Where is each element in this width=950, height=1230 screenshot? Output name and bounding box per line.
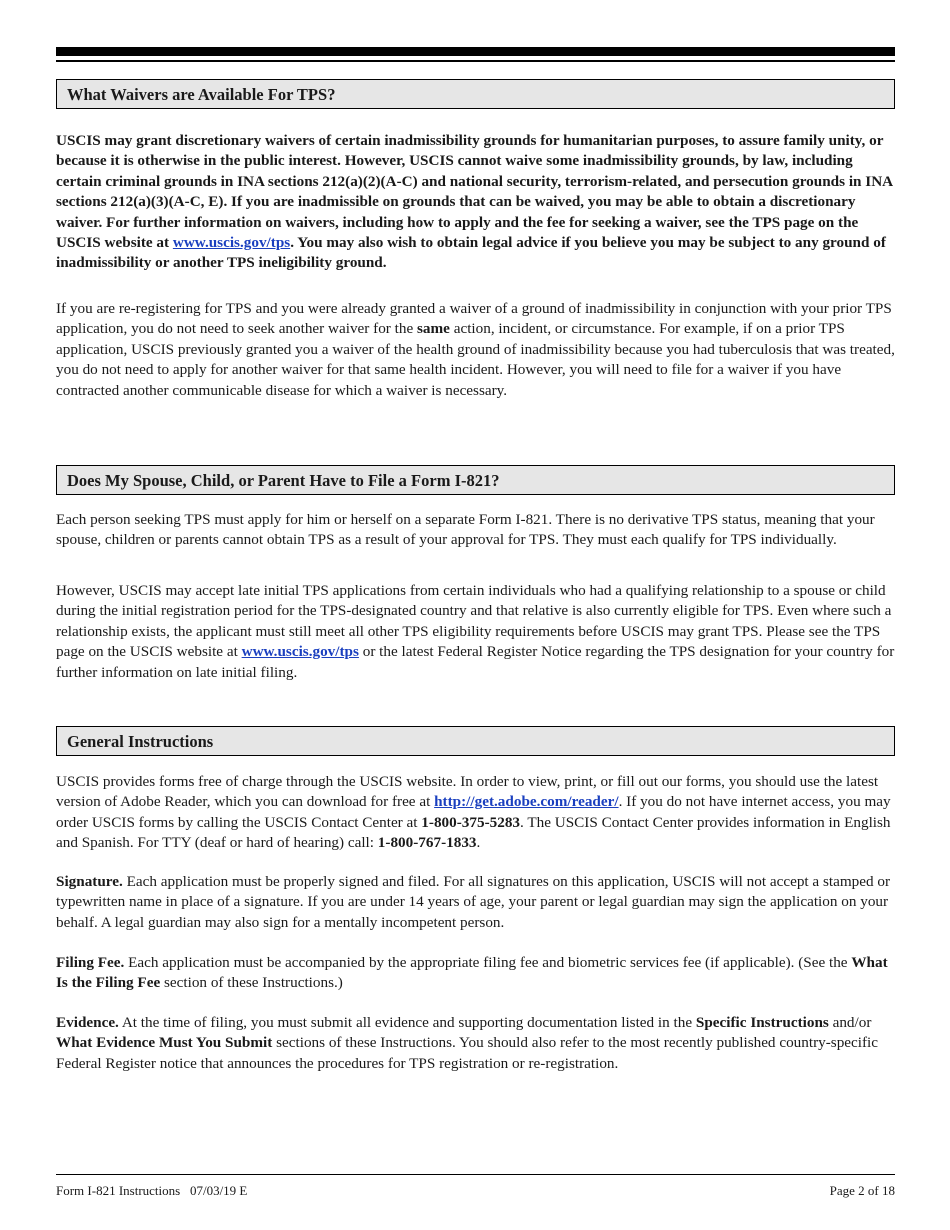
spouse-paragraph-1: Each person seeking TPS must apply for him or herself on a separate Form I-821. There is no derivative TPS status, meaning that your spouse, children or parents cannot obtain TPS as a result of your approval for TPS. They must each qualify for TPS individually. <box>56 511 875 549</box>
section-title-waivers: What Waivers are Available For TPS? <box>67 85 336 104</box>
spouse-p2-text-end: or the latest Federal Register Notice regarding the TPS designation for your country for further information on late initial filing. <box>56 643 895 681</box>
waivers-p2-text-end: action, incident, or circumstance. For example, if on a prior TPS application, USCIS previously granted you a waiver of the health ground of inadmissibility because you had tuberculosis that was treated, you do not need to apply for another waiver for that same health incident. However, you will need to file for a waiver if you have contracted another communicable disease for which a waiver is necessary. <box>56 320 895 399</box>
section-header-general <box>56 726 895 756</box>
waivers-p1-text: USCIS may grant discretionary waivers of certain inadmissibility grounds for humanitarian purposes, to assure family unity, or because it is otherwise in the public interest. However, USCIS cannot waive some inadmissibility grounds, by law, including certain criminal grounds in INA sections 212(a)(2)(A-C) and national security, terrorism-related, and persecution grounds in INA sections 212(a)(3)(A-C, E). If you are inadmissible on grounds that can be waived, you may be able to obtain a discretionary waiver. For further information on waivers, including how to apply and the fee for seeking a waiver, see the TPS page on the USCIS website at <box>56 132 893 252</box>
waivers-paragraph-2 <box>56 299 895 401</box>
section-title-spouse: Does My Spouse, Child, or Parent Have to File a Form I-821? <box>67 471 500 490</box>
filing-fee-paragraph <box>56 953 895 994</box>
signature-label: Signature. <box>56 873 123 890</box>
waivers-p2-bold: same <box>417 320 450 338</box>
evidence-text-end: sections of these Instructions. You should also refer to the most recently published country-specific Federal Register notice that announces the procedures for TPS registration or re-registration. <box>56 1034 879 1072</box>
general-p1-text: USCIS provides forms free of charge through the USCIS website. In order to view, print, or fill out our forms, you should use the latest version of Adobe Reader, which you can download for free at <box>56 773 879 811</box>
footer-rule <box>56 1174 895 1175</box>
footer-form-id: Form I-821 Instructions 07/03/19 E <box>56 1183 248 1198</box>
spouse-paragraph-2 <box>56 581 895 683</box>
uscis-tps-link-2[interactable]: www.uscis.gov/tps <box>241 643 359 661</box>
general-p1-text-4: . <box>476 834 481 852</box>
evidence-bold-1: Specific Instructions <box>695 1014 829 1031</box>
evidence-label: Evidence. <box>56 1014 119 1031</box>
evidence-text-2: and/or <box>828 1014 872 1031</box>
tty-phone: 1-800-767-1833 <box>377 834 477 852</box>
filing-fee-text: Each application must be accompanied by the appropriate filing fee and biometric services fee (if applicable). (See the <box>124 954 852 971</box>
waivers-paragraph-1 <box>56 131 895 274</box>
filing-fee-bold: What Is the Filing Fee <box>56 954 888 992</box>
waivers-p2-text: If you are re-registering for TPS and you were already granted a waiver of a ground of inadmissibility in conjunction with your prior TPS application, you do not need to seek another waiver for the <box>56 300 892 338</box>
evidence-bold-2: What Evidence Must You Submit <box>56 1034 273 1052</box>
uscis-tps-link-1[interactable]: www.uscis.gov/tps <box>172 234 291 252</box>
section-header-spouse <box>56 465 895 495</box>
general-paragraph-1 <box>56 772 895 854</box>
footer-page-number: Page 2 of 18 <box>829 1183 895 1198</box>
top-rule-thin <box>56 60 895 62</box>
section-title-general: General Instructions <box>67 732 214 751</box>
spouse-p2-text: However, USCIS may accept late initial TPS applications from certain individuals who had a qualifying relationship to a spouse or child during the initial registration period for the TPS-designated country and that relative is also currently eligible for TPS. Even where such a relationship exists, the applicant must still meet all other TPS eligibility requirements before USCIS may grant TPS. Please see the TPS page on the USCIS website at <box>56 582 892 661</box>
adobe-reader-link[interactable]: http://get.adobe.com/reader/ <box>434 793 619 811</box>
signature-text: Each application must be properly signed and filed. For all signatures on this application, USCIS will not accept a stamped or typewritten name in place of a signature. If you are under 14 years of age, your parent or legal guardian may sign the application on your behalf. A legal guardian may also sign for a mentally incompetent person. <box>56 873 891 931</box>
evidence-text: At the time of filing, you must submit all evidence and supporting documentation listed in the <box>118 1014 696 1031</box>
section-header-waivers <box>56 79 895 109</box>
signature-paragraph <box>56 872 895 933</box>
filing-fee-label: Filing Fee. <box>56 954 125 971</box>
waivers-p1-text-end: . You may also wish to obtain legal advice if you believe you may be subject to any ground of inadmissibility or another TPS ineligibility ground. <box>56 234 886 272</box>
general-p1-text-2: . If you do not have internet access, you may order USCIS forms by calling the USCIS Contact Center at <box>56 793 891 831</box>
top-rule-thick <box>56 47 895 56</box>
general-p1-text-3: . The USCIS Contact Center provides information in English and Spanish. For TTY (deaf or hard of hearing) call: <box>56 813 891 852</box>
contact-center-phone: 1-800-375-5283 <box>421 813 521 831</box>
filing-fee-text-end: section of these Instructions.) <box>160 974 343 992</box>
evidence-paragraph <box>56 1013 895 1074</box>
